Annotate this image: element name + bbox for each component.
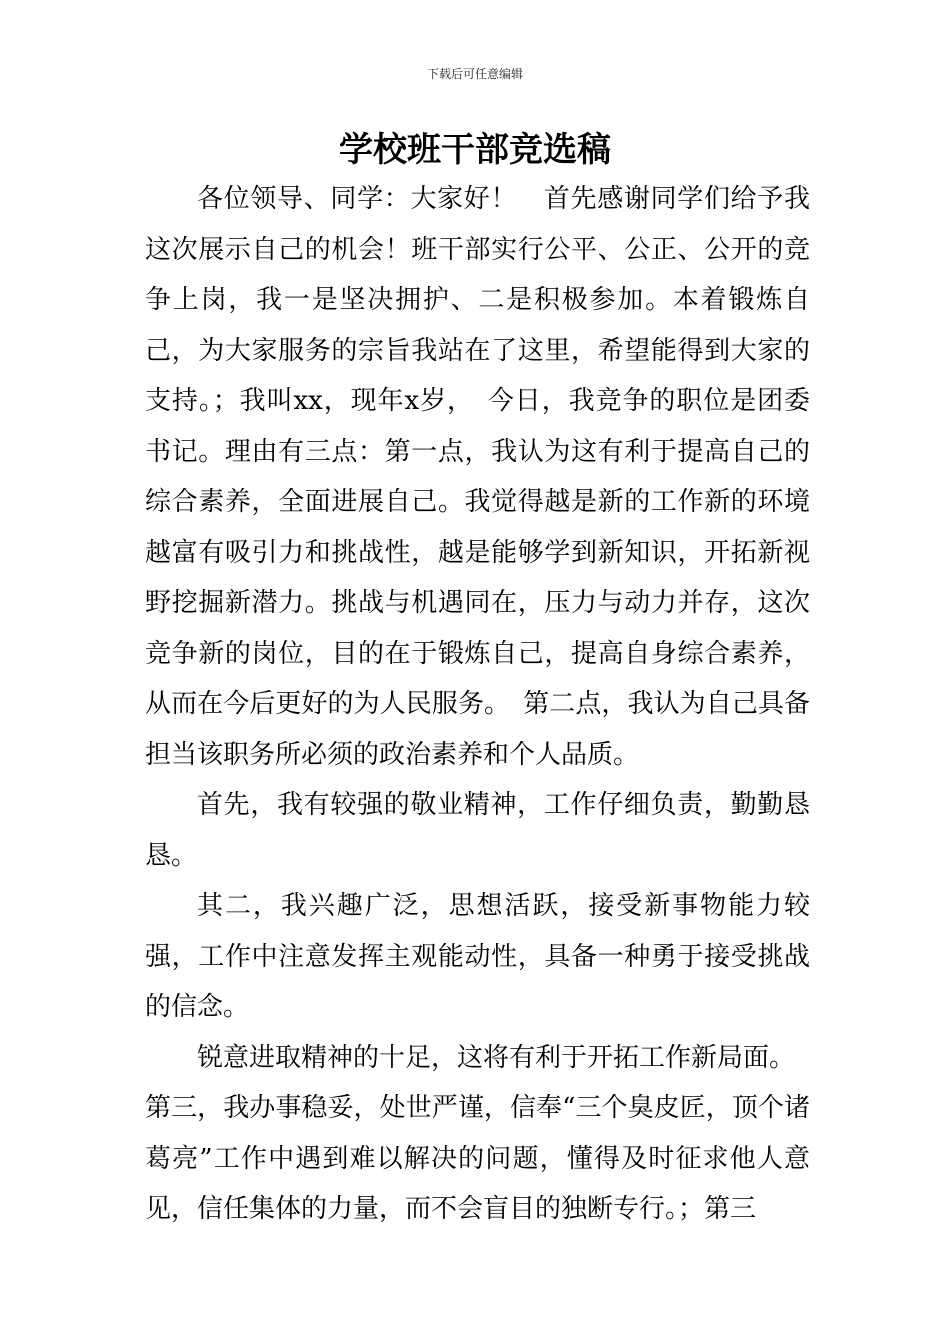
paragraph-enterprising: 锐意进取精神的十足，这将有利于开拓工作新局面。: [197, 1042, 796, 1073]
document-title: 学校班干部竞选稿: [339, 130, 611, 170]
paragraph-second-quality: 其二，我兴趣广泛，思想活跃，接受新事物能力较强，工作中注意发挥主观能动性，具备一种勇于接受挑战的信念。: [145, 891, 810, 1022]
document-body: [145, 174, 810, 1235]
header-note: 下载后可任意编辑: [426, 67, 523, 81]
paragraph-third-quality: 第三，我办事稳妥，处世严谨，信奉“三个臭皮匠，顶个诸葛亮”工作中遇到难以解决的问题，懂得及时征求他人意见，信任集体的力量，而不会盲目的独断专行。；第三: [145, 1093, 810, 1224]
paragraph-intro: 各位领导、同学：大家好！ 首先感谢同学们给予我这次展示自己的机会！班干部实行公平、公正、公开的竞争上岗，我一是坚决拥护、二是积极参加。本着锻炼自己，为大家服务的宗旨我站在了这里，希望能得到大家的支持。；我叫xx，现年x岁， 今日，我竞争的职位是团委书记。理由有三点：第一点，我认为这有利于提高自己的综合素养，全面进展自己。我觉得越是新的工作新的环境越富有吸引力和挑战性，越是能够学到新知识，开拓新视野挖掘新潜力。挑战与机遇同在，压力与动力并存，这次竞争新的岗位，目的在于锻炼自己，提高自身综合素养，从而在今后更好的为人民服务。 第二点，我认为自己具备担当该职务所必须的政治素养和个人品质。: [145, 184, 810, 770]
paragraph-first-quality: 首先，我有较强的敬业精神，工作仔细负责，勤勤恳恳。: [145, 790, 810, 871]
